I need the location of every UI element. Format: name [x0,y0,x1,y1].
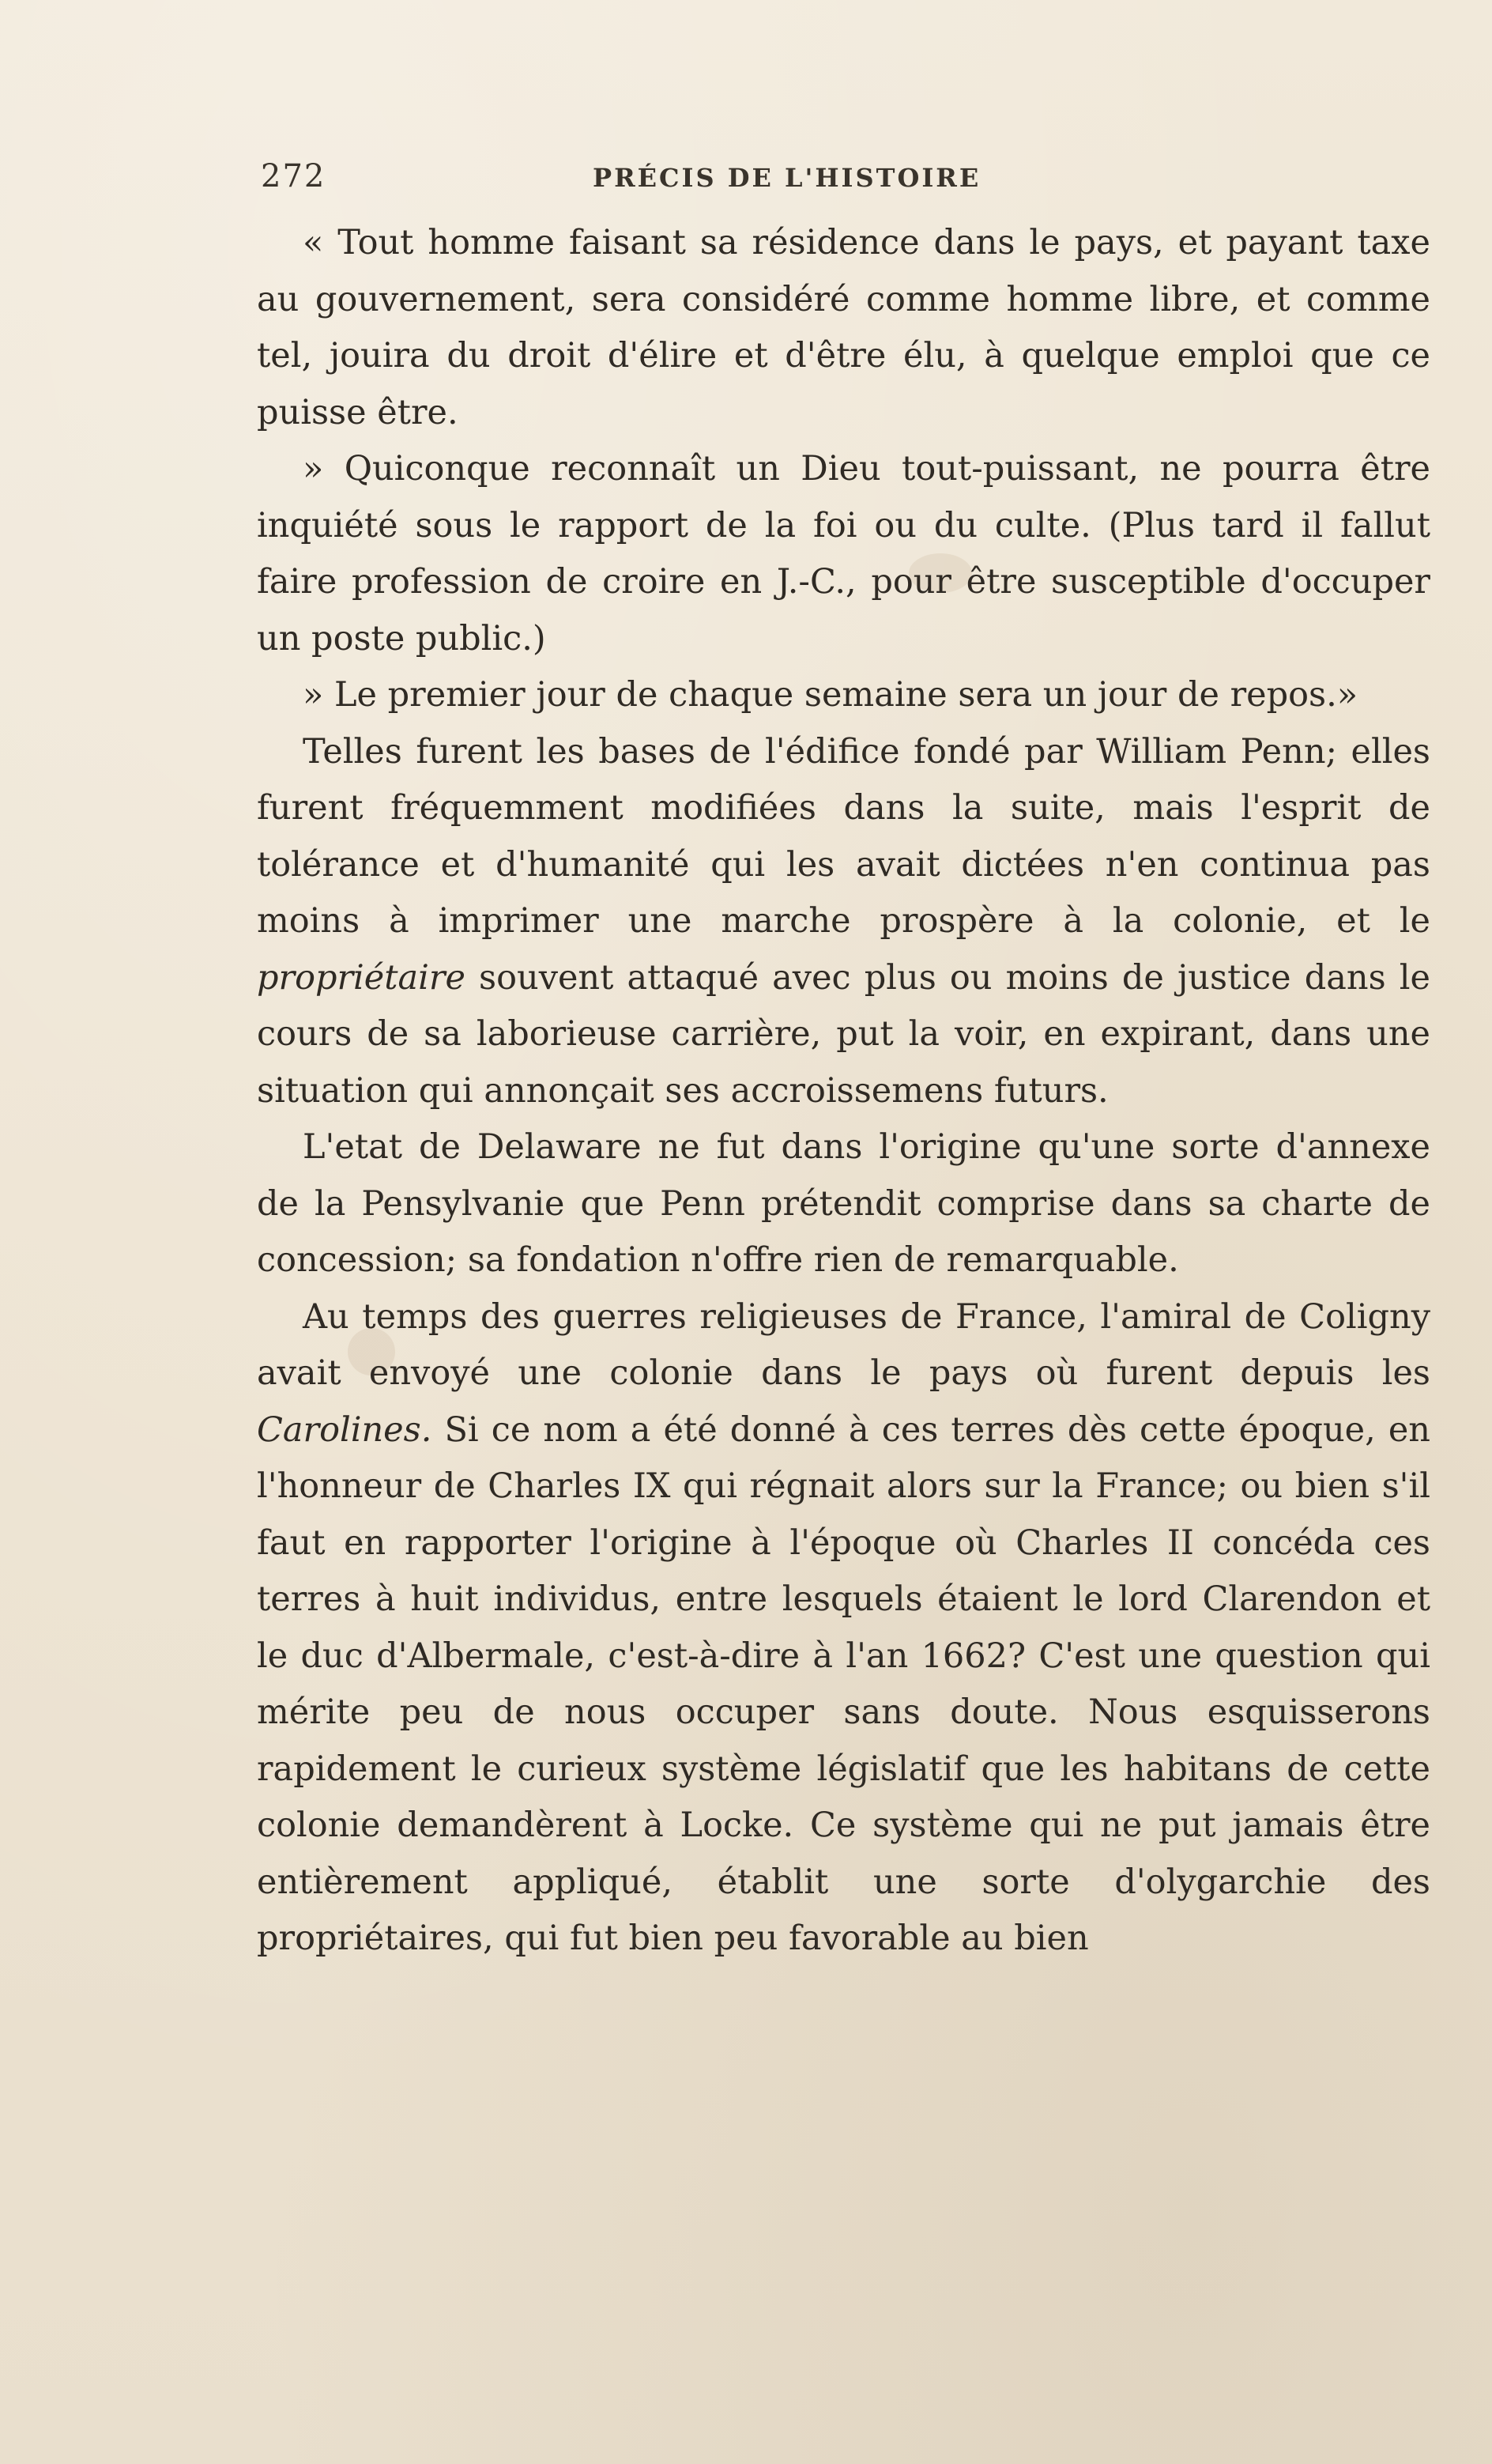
paragraph-text: souvent attaqué avec plus ou moins de justice dans le cours de sa laborieuse carrière, put la voir, en expirant, dans une situation qui annonçait ses accroissemens futurs. [257,957,1430,1111]
italic-term: propriétaire [257,957,465,998]
paragraph-carolinas [257,1289,1430,1968]
running-head [261,158,1430,206]
running-title: PRÉCIS DE L'HISTOIRE [593,163,981,193]
paragraph-religious-freedom: » Quiconque reconnaît un Dieu tout-puissant, ne pourra être inquiété sous le rapport de la foi ou du culte. (Plus tard il fallut faire profession de croire en J.-C., pour être susceptible d'occuper un poste public.) [257,449,1430,658]
paragraph-day-of-rest: » Le premier jour de chaque semaine sera un jour de repos.» [303,675,1358,715]
paragraph-delaware: L'etat de Delaware ne fut dans l'origine qu'une sorte d'annexe de la Pensylvanie que Penn prétendit comprise dans sa charte de concession; sa fondation n'offre rien de remarquable. [257,1127,1430,1280]
paragraph-text: Si ce nom a été donné à ces terres dès cette époque, en l'honneur de Charles IX qui régnait alors sur la France; ou bien s'il faut en rapporter l'origine à l'époque où Charles II concéda ces terres à huit individus, entre lesquels étaient le lord Clarendon et le duc d'Albermale, c'est-à-dire à l'an 1662? C'est une question qui mérite peu de nous occuper sans doute. Nous esquisserons rapidement le curieux système législatif que les habitans de cette colonie demandèrent à Locke. Ce système qui ne put jamais être entièrement appliqué, établit une sorte d'olygarchie des propriétaires, qui fut bien peu favorable au bien [257,1409,1430,1958]
body-text [257,215,1430,1968]
page-number: 272 [261,158,326,194]
paragraph-penn-foundation [257,724,1430,1120]
paragraph-text: Telles furent les bases de l'édifice fondé par William Penn; elles furent fréquemment modifiées dans la suite, mais l'esprit de tolérance et d'humanité qui les avait dictées n'en continua pas moins à imprimer une marche prospère à la colonie, et le [257,731,1430,941]
paragraph-text: Au temps des guerres religieuses de France, l'amiral de Coligny avait envoyé une colonie dans le pays où furent depuis les [257,1296,1430,1393]
paragraph-citizenship: « Tout homme faisant sa résidence dans le pays, et payant taxe au gouvernement, sera considéré comme homme libre, et comme tel, jouira du droit d'élire et d'être élu, à quelque emploi que ce puisse être. [257,223,1430,432]
italic-term: Carolines. [257,1409,432,1450]
